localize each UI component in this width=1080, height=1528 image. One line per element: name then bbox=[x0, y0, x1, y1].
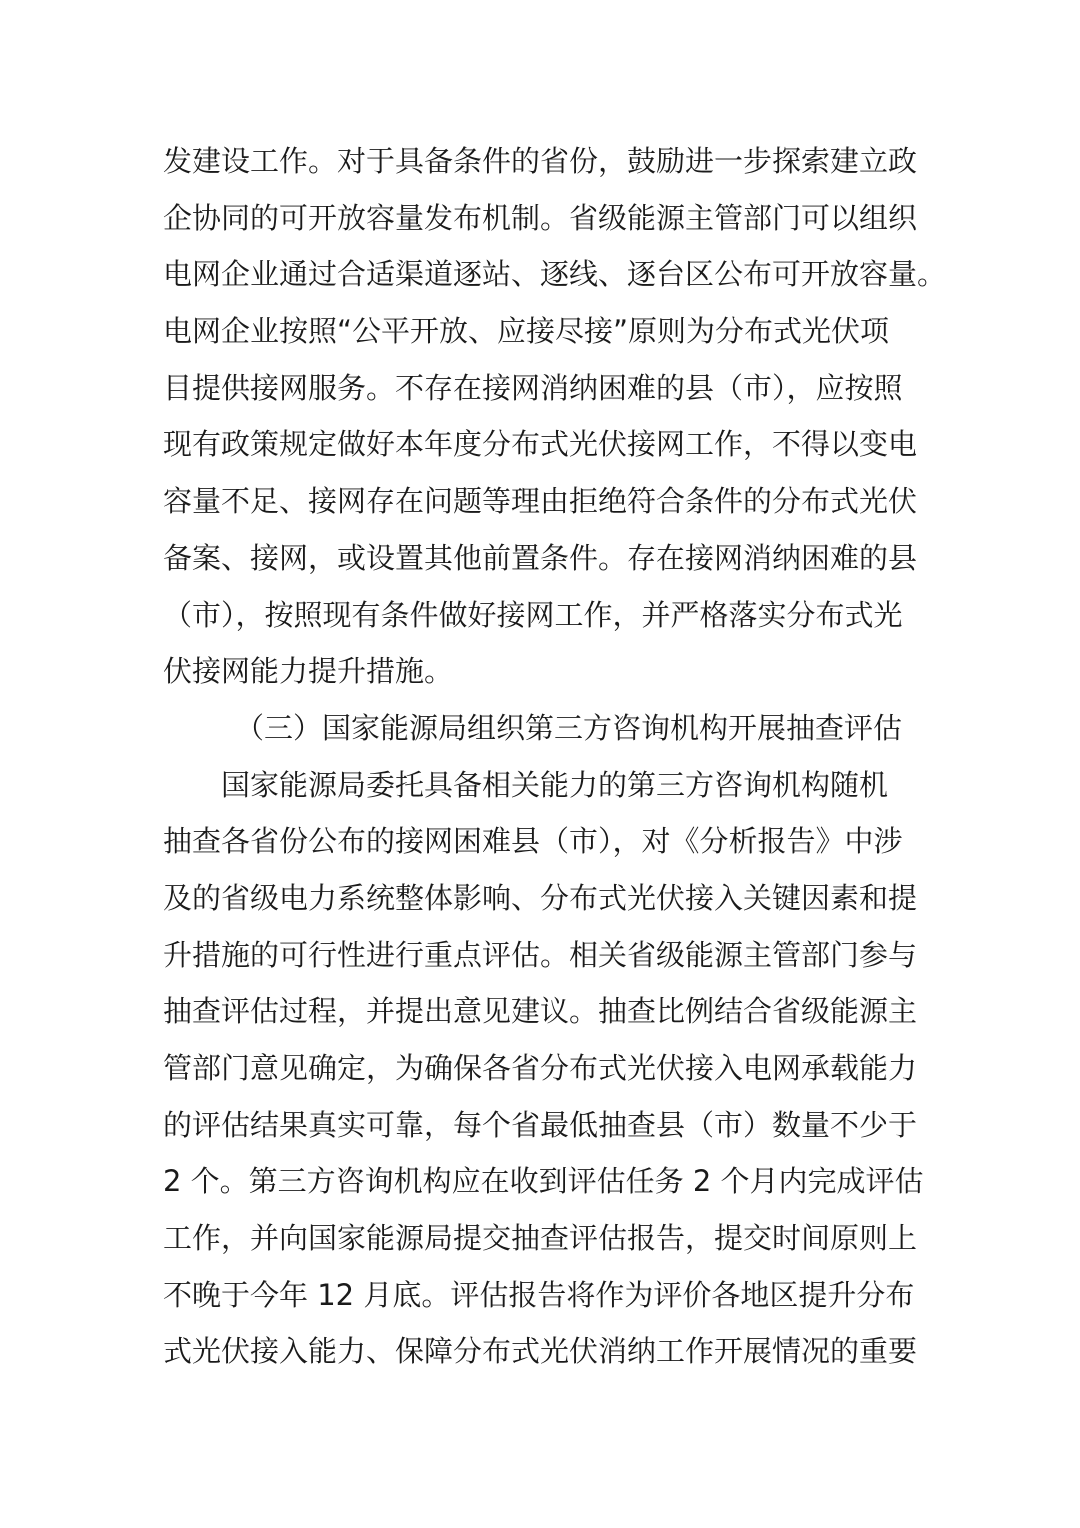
text-line: 目提供接网服务。不存在接网消纳困难的县（市），应按照 bbox=[163, 370, 903, 405]
text-line: （市），按照现有条件做好接网工作，并严格落实分布式光 bbox=[163, 597, 903, 632]
document-body bbox=[163, 133, 947, 1380]
text-line: 国家能源局委托具备相关能力的第三方咨询机构随机 bbox=[221, 767, 889, 802]
text-line: 2 个。第三方咨询机构应在收到评估任务 2 个月内完成评估 bbox=[163, 1164, 924, 1199]
text-line: 容量不足、接网存在问题等理由拒绝符合条件的分布式光伏 bbox=[163, 484, 918, 519]
text-line: 式光伏接入能力、保障分布式光伏消纳工作开展情况的重要 bbox=[163, 1334, 918, 1369]
paragraph-evaluation bbox=[163, 757, 923, 1381]
section-heading: （三）国家能源局组织第三方咨询机构开展抽查评估 bbox=[235, 710, 903, 745]
text-line: 升措施的可行性进行重点评估。相关省级能源主管部门参与 bbox=[163, 937, 918, 972]
text-line: 抽查各省份公布的接网困难县（市），对《分析报告》中涉 bbox=[163, 824, 903, 859]
text-line: 伏接网能力提升措施。 bbox=[163, 654, 454, 689]
paragraph-continued bbox=[163, 133, 947, 700]
text-line: 及的省级电力系统整体影响、分布式光伏接入关键因素和提 bbox=[163, 880, 918, 915]
text-line: 不晚于今年 12 月底。评估报告将作为评价各地区提升分布 bbox=[163, 1277, 915, 1312]
text-line: 的评估结果真实可靠，每个省最低抽查县（市）数量不少于 bbox=[163, 1107, 918, 1142]
text-line: 电网企业按照“公平开放、应接尽接”原则为分布式光伏项 bbox=[163, 314, 890, 349]
text-line: 工作，并向国家能源局提交抽查评估报告，提交时间原则上 bbox=[163, 1221, 918, 1256]
text-line: 管部门意见确定，为确保各省分布式光伏接入电网承载能力 bbox=[163, 1051, 918, 1085]
text-line: 抽查评估过程，并提出意见建议。抽查比例结合省级能源主 bbox=[163, 994, 918, 1029]
text-line: 备案、接网，或设置其他前置条件。存在接网消纳困难的县 bbox=[163, 540, 918, 575]
text-line: 电网企业通过合适渠道逐站、逐线、逐台区公布可开放容量。 bbox=[163, 257, 947, 292]
text-line: 现有政策规定做好本年度分布式光伏接网工作，不得以变电 bbox=[163, 427, 918, 462]
text-line: 发建设工作。对于具备条件的省份，鼓励进一步探索建立政 bbox=[163, 144, 918, 178]
text-line: 企协同的可开放容量发布机制。省级能源主管部门可以组织 bbox=[163, 200, 918, 235]
